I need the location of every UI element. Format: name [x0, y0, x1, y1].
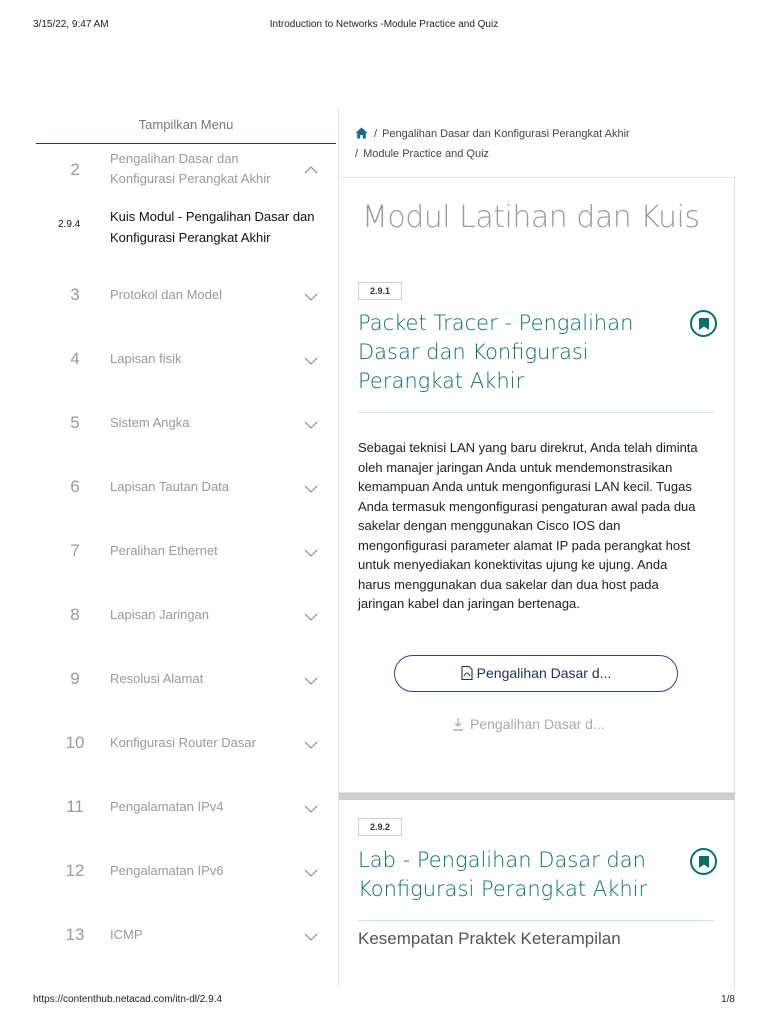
sidebar-module-4[interactable]	[36, 346, 336, 410]
module-label: ICMP	[110, 927, 143, 942]
download-link-label: Pengalihan Dasar d...	[470, 716, 605, 732]
print-url: https://contenthub.netacad.com/itn-dl/2.9.4	[33, 994, 223, 1005]
module-number: 13	[65, 925, 85, 944]
item-number: 2.9.4	[58, 219, 81, 230]
activity-title: Lab - Pengalihan Dasar dan Konfigurasi Perangkat Akhir	[358, 848, 648, 901]
breadcrumb-separator: /	[374, 128, 378, 140]
bookmark-icon	[699, 318, 709, 330]
chevron-down-icon[interactable]	[304, 546, 318, 560]
module-number: 9	[70, 669, 80, 688]
print-header	[0, 0, 768, 40]
module-number: 10	[65, 733, 85, 752]
sidebar-module-10[interactable]	[36, 730, 336, 794]
chevron-down-icon[interactable]	[304, 802, 318, 816]
chevron-down-icon[interactable]	[304, 610, 318, 624]
pdf-icon	[461, 658, 473, 672]
sidebar-module-2[interactable]	[36, 148, 336, 212]
module-label: Konfigurasi Router Dasar	[110, 735, 256, 750]
module-label: Lapisan Tautan Data	[110, 479, 230, 494]
module-label: Pengalihan Dasar dan Konfigurasi Perangkat Akhir	[110, 151, 271, 186]
module-label: Peralihan Ethernet	[110, 543, 218, 558]
module-label: Pengalamatan IPv6	[110, 863, 224, 878]
page-title: Modul Latihan dan Kuis	[362, 200, 700, 235]
chevron-down-icon[interactable]	[304, 738, 318, 752]
module-label: Lapisan Jaringan	[110, 607, 210, 622]
print-title: Introduction to Networks -Module Practice and Quiz	[269, 19, 499, 30]
home-icon[interactable]	[355, 126, 368, 138]
sidebar-module-5[interactable]	[36, 410, 336, 474]
module-number: 5	[70, 413, 80, 432]
chevron-down-icon[interactable]	[304, 290, 318, 304]
menu-toggle-button[interactable]: Tampilkan Menu	[36, 107, 336, 144]
activity-title: Packet Tracer - Pengalihan Dasar dan Konfigurasi Perangkat Akhir	[358, 311, 634, 393]
sidebar-module-7[interactable]	[36, 538, 336, 602]
module-label: Protokol dan Model	[110, 287, 223, 302]
sidebar-module-12[interactable]	[36, 858, 336, 922]
module-number: 6	[70, 477, 80, 496]
sidebar-module-3[interactable]	[36, 282, 336, 346]
bookmark-button[interactable]	[690, 310, 717, 337]
module-label: Resolusi Alamat	[110, 671, 204, 686]
activity-description: Sebagai teknisi LAN yang baru direkrut, Anda telah diminta oleh manajer jaringan Anda untuk mendemonstrasikan kemampuan Anda untuk mengonfigurasi LAN kecil. Tugas Anda termasuk mengonfigurasi pengaturan awal pada dua sakelar dengan menggunakan Cisco IOS dan mengonfigurasi parameter alamat IP pada perangkat host untuk menyediakan konektivitas ujung ke ujung. Anda harus menggunakan dua sakelar dan dua host pada jaringan kabel dan jaringan bertenaga.	[358, 440, 698, 611]
divider	[358, 412, 714, 413]
module-number: 11	[66, 797, 84, 816]
print-date: 3/15/22, 9:47 AM	[33, 19, 109, 30]
chevron-down-icon[interactable]	[304, 866, 318, 880]
module-number: 2	[70, 160, 80, 179]
chevron-down-icon[interactable]	[304, 354, 318, 368]
pdf-download-button[interactable]	[394, 655, 678, 692]
module-label: Pengalamatan IPv4	[110, 799, 224, 814]
chevron-down-icon[interactable]	[304, 482, 318, 496]
module-label: Lapisan fisik	[110, 351, 182, 366]
print-footer	[0, 990, 768, 1024]
module-number: 4	[70, 349, 80, 368]
sidebar-item-current[interactable]	[36, 206, 336, 250]
module-label: Sistem Angka	[110, 415, 190, 430]
sidebar-module-8[interactable]	[36, 602, 336, 666]
sidebar-module-13[interactable]	[36, 922, 336, 986]
chevron-down-icon[interactable]	[304, 418, 318, 432]
sidebar-module-11[interactable]	[36, 794, 336, 858]
module-number: 8	[70, 605, 80, 624]
module-number: 7	[70, 541, 80, 560]
activity-badge: 2.9.1	[358, 282, 402, 300]
chevron-down-icon[interactable]	[304, 674, 318, 688]
sidebar-module-9[interactable]	[36, 666, 336, 730]
breadcrumb-level1[interactable]: Pengalihan Dasar dan Konfigurasi Perangkat Akhir	[382, 128, 630, 140]
module-number: 3	[70, 285, 80, 304]
sidebar-module-6[interactable]	[36, 474, 336, 538]
breadcrumb	[355, 124, 735, 164]
divider	[358, 920, 714, 921]
breadcrumb-level2[interactable]: Module Practice and Quiz	[363, 148, 490, 160]
chevron-up-icon[interactable]	[304, 163, 318, 177]
bookmark-button[interactable]	[690, 848, 717, 875]
section-separator	[339, 793, 735, 800]
activity-badge: 2.9.2	[358, 818, 402, 836]
section-subheading: Kesempatan Praktek Keterampilan	[358, 929, 621, 948]
chevron-down-icon[interactable]	[304, 930, 318, 944]
item-label: Kuis Modul - Pengalihan Dasar dan Konfigurasi Perangkat Akhir	[110, 209, 315, 245]
download-icon	[452, 717, 464, 731]
module-number: 12	[65, 861, 85, 880]
print-page-number: 1/8	[721, 994, 735, 1005]
pdf-button-label: Pengalihan Dasar d...	[476, 665, 612, 681]
download-link[interactable]	[452, 716, 605, 732]
breadcrumb-separator: /	[355, 148, 359, 160]
bookmark-icon	[699, 856, 709, 868]
